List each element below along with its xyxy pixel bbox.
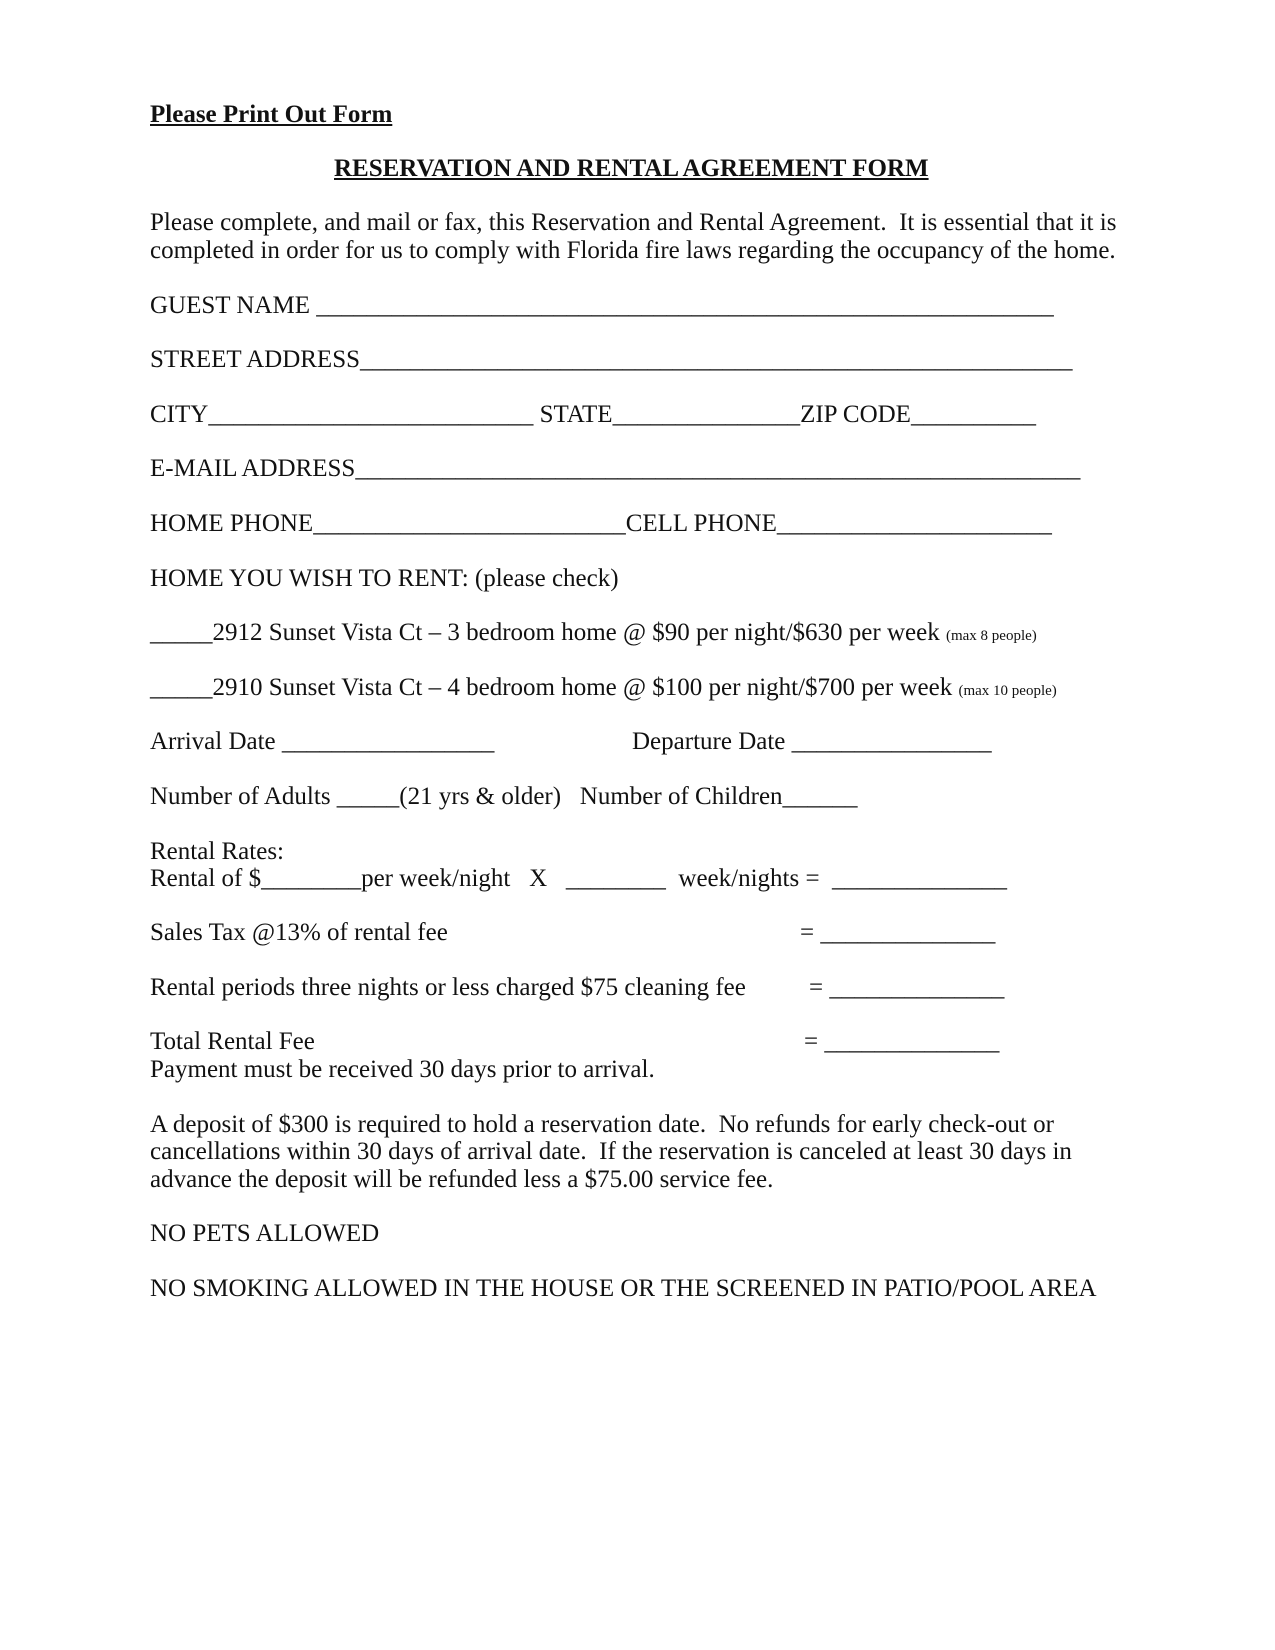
guest-name-field[interactable]: GUEST NAME ___________________________________________________________ [150,292,1054,319]
rental-rates-heading: Rental Rates: [150,838,284,865]
page-title: RESERVATION AND RENTAL AGREEMENT FORM [334,155,929,182]
phone-fields[interactable]: HOME PHONE_________________________CELL PHONE______________________ [150,510,1052,537]
print-note: Please Print Out Form [150,101,393,128]
no-pets-notice: NO PETS ALLOWED [150,1220,380,1247]
arrival-date-field[interactable]: Arrival Date _________________ [150,728,495,755]
sales-tax-field[interactable]: = ______________ [800,919,996,946]
cleaning-fee-field[interactable]: = ______________ [809,974,1005,1001]
intro-line-2: completed in order for us to comply with Florida fire laws regarding the occupancy of the home. [150,237,1116,264]
home-option-2910[interactable] [150,673,1057,706]
deposit-policy-line-2: cancellations within 30 days of arrival date. If the reservation is canceled at least 30 days in [150,1138,1072,1165]
street-address-field[interactable]: STREET ADDRESS_________________________________________________________ [150,346,1073,373]
home-option-2912-note: (max 8 people) [945,628,1037,644]
total-fee-label: Total Rental Fee [150,1028,315,1055]
home-option-2912[interactable] [150,618,1037,651]
home-option-2910-note: (max 10 people) [958,683,1057,699]
home-option-2910-text: _____2910 Sunset Vista Ct – 4 bedroom home @ $100 per night/$700 per week [150,674,959,701]
home-option-2912-text: _____2912 Sunset Vista Ct – 3 bedroom home @ $90 per night/$630 per week [150,619,946,646]
city-state-zip-fields[interactable]: CITY__________________________ STATE_______________ZIP CODE__________ [150,401,1036,428]
sales-tax-label: Sales Tax @13% of rental fee [150,919,448,946]
intro-line-1: Please complete, and mail or fax, this Reservation and Rental Agreement. It is essential that it is [150,209,1117,236]
no-smoking-notice: NO SMOKING ALLOWED IN THE HOUSE OR THE SCREENED IN PATIO/POOL AREA [150,1275,1097,1302]
deposit-policy-line-1: A deposit of $300 is required to hold a reservation date. No refunds for early check-out or [150,1111,1054,1138]
rental-rate-line[interactable]: Rental of $________per week/night X ________ week/nights = ______________ [150,865,1008,892]
departure-date-field[interactable]: Departure Date ________________ [632,728,992,755]
guest-count-fields[interactable]: Number of Adults _____(21 yrs & older) Number of Children______ [150,783,858,810]
deposit-policy-line-3: advance the deposit will be refunded less a $75.00 service fee. [150,1166,774,1193]
total-fee-field[interactable]: = ______________ [804,1028,1000,1055]
home-select-heading: HOME YOU WISH TO RENT: (please check) [150,565,619,592]
cleaning-fee-label: Rental periods three nights or less charged $75 cleaning fee [150,974,746,1001]
payment-note: Payment must be received 30 days prior to arrival. [150,1056,655,1083]
email-field[interactable]: E-MAIL ADDRESS__________________________________________________________ [150,455,1081,482]
